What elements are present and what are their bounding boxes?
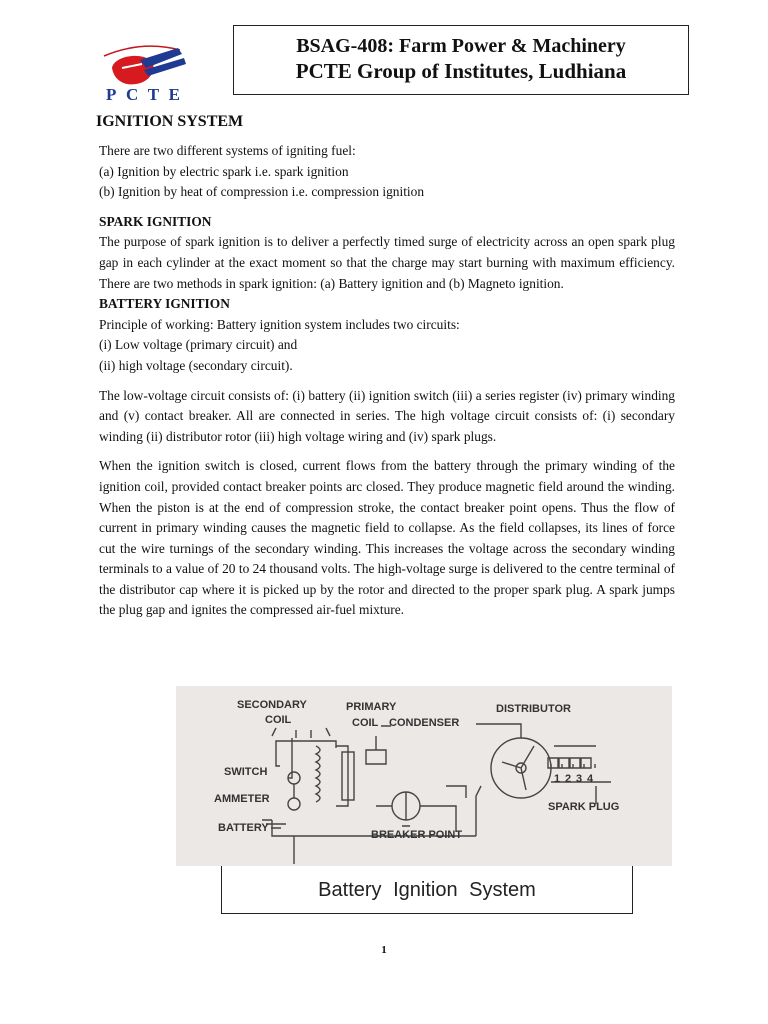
intro-line: There are two different systems of igniting fuel: [99, 143, 356, 158]
course-title: BSAG-408: Farm Power & Machinery [296, 35, 626, 57]
label-coil-primary: COIL [352, 717, 379, 729]
document-body [99, 141, 675, 621]
principle-line: Principle of working: Battery ignition system includes two circuits: [99, 316, 460, 332]
header-box [233, 25, 689, 95]
logo-text: PCTE [106, 85, 180, 104]
circuit-description: The low-voltage circuit consists of: (i) battery (ii) ignition switch (iii) a series register (iv) primary winding and (v) contact breaker. All are connected in series. The high voltage circuit consists of: (i) secondary winding (ii) distributor rotor (iii) high voltage wiring and (iv) spark plugs. [99, 387, 675, 444]
working-description: When the ignition switch is closed, current flows from the battery through the primary winding of the ignition coil, provided contact breaker points arc closed. They produce magnetic field around the winding. When the piston is at the end of compression stroke, the contact breaker point opens. Thus the flow of current in primary winding causes the magnetic field to collapse. As the field collapses, its lines of force cut the wire turnings of the secondary winding. This increases the voltage across the secondary winding terminals to a value of 20 to 24 thousand volts. The high-voltage surge is delivered to the centre terminal of the distributor cap where it is picked up by the rotor and directed to the proper spark plug. A spark jumps the plug gap and ignites the compressed air-fuel mixture. [99, 458, 675, 618]
institute-title: PCTE Group of Institutes, Ludhiana [295, 59, 627, 83]
label-secondary: SECONDARY [237, 699, 307, 711]
label-plug-2: 2 [565, 773, 572, 785]
label-battery: BATTERY [218, 822, 269, 834]
label-plug-3: 3 [576, 773, 583, 785]
section-title: IGNITION SYSTEM [96, 113, 244, 130]
label-ammeter: AMMETER [214, 793, 270, 805]
label-switch: SWITCH [224, 766, 268, 778]
label-coil-secondary: COIL [265, 714, 292, 726]
principle-line: (ii) high voltage (secondary circuit). [99, 357, 293, 373]
diagram-caption-box [221, 866, 633, 914]
label-plug-4: 4 [587, 773, 594, 785]
page-number: 1 [381, 944, 387, 956]
spark-ignition-text: The purpose of spark ignition is to deliver a perfectly timed surge of electricity across an open spark plug gap in each cylinder at the exact moment so that the charge may start burning with maximum efficiency. There are two methods in spark ignition: (a) Battery ignition and (b) Magneto ignition. [99, 234, 675, 291]
label-condenser: CONDENSER [389, 717, 460, 729]
label-spark-plug: SPARK PLUG [548, 801, 620, 813]
diagram-caption: Battery Ignition System [318, 879, 536, 901]
label-plug-1: 1 [554, 773, 561, 785]
intro-line: (a) Ignition by electric spark i.e. spark ignition [99, 163, 349, 179]
label-primary: PRIMARY [346, 701, 397, 713]
intro-line: (b) Ignition by heat of compression i.e. compression ignition [99, 184, 425, 200]
label-distributor: DISTRIBUTOR [496, 703, 571, 715]
principle-line: (i) Low voltage (primary circuit) and [99, 337, 298, 353]
spark-ignition-heading: SPARK IGNITION [99, 213, 212, 229]
battery-ignition-diagram [176, 686, 672, 866]
pcte-logo [92, 38, 192, 104]
battery-ignition-heading: BATTERY IGNITION [99, 296, 230, 312]
label-breaker-point: BREAKER POINT [371, 829, 463, 841]
